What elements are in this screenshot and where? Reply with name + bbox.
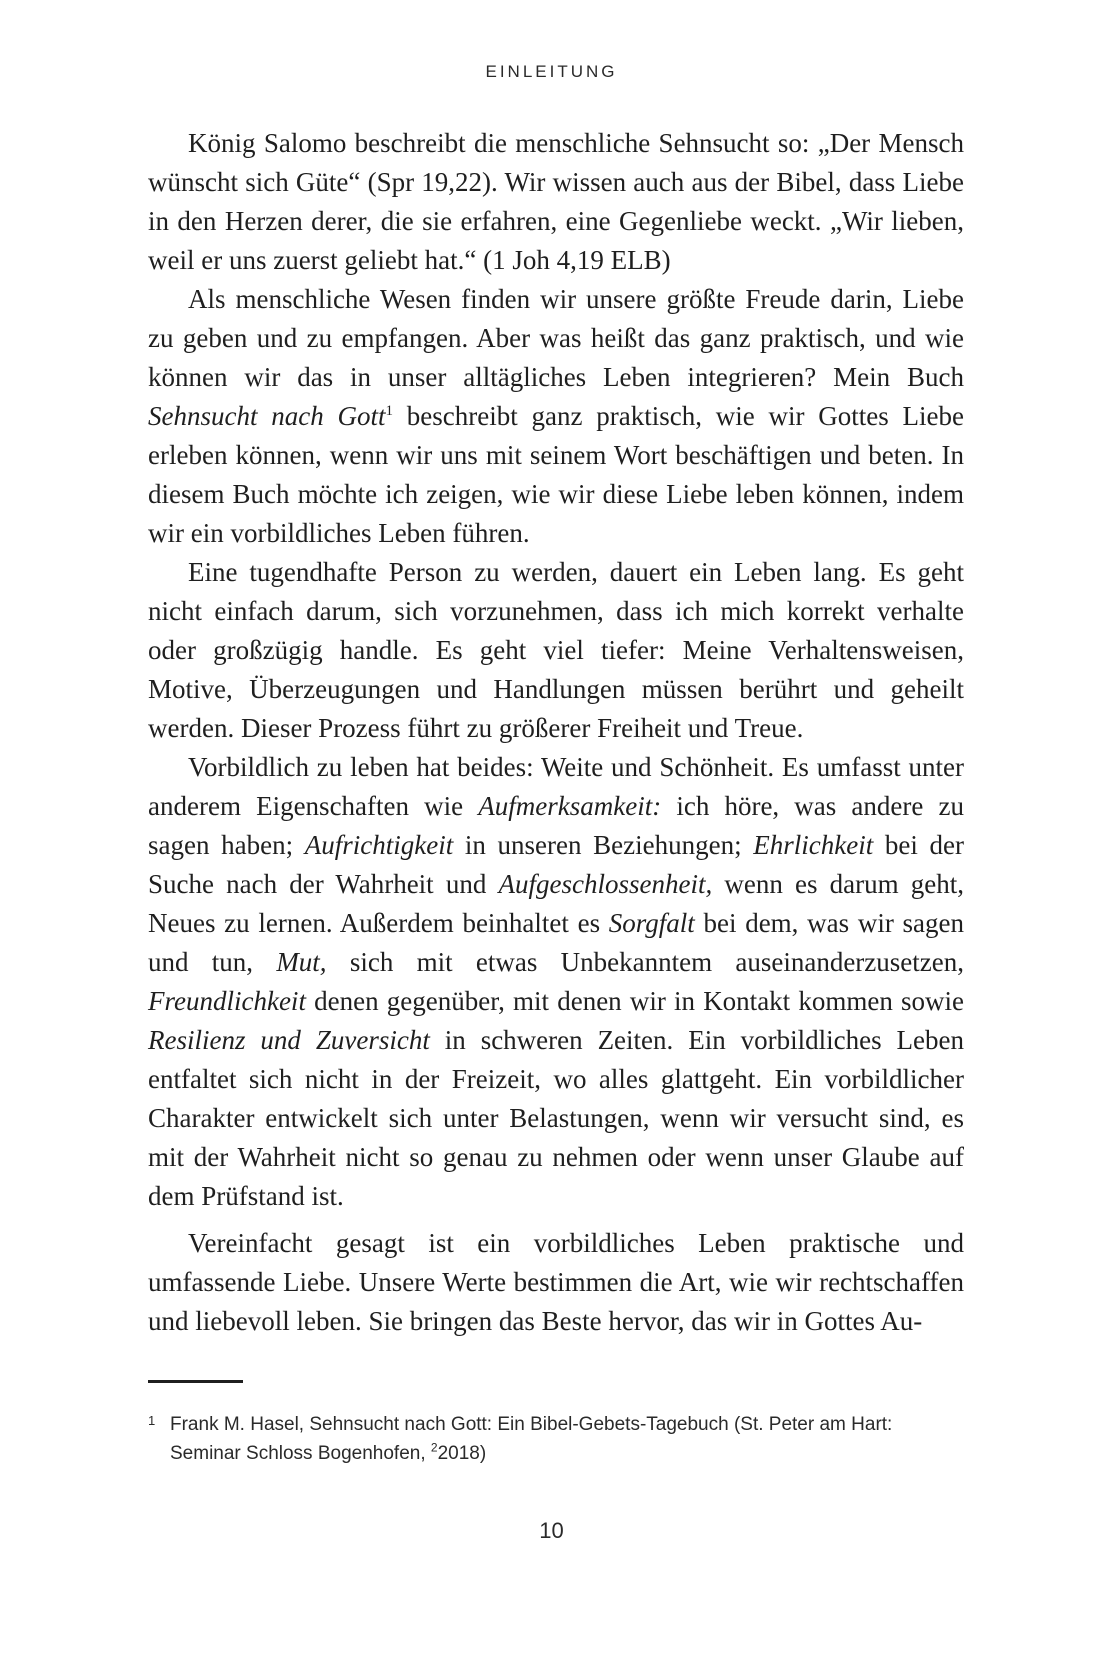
footnote — [148, 1410, 964, 1468]
paragraph-3-text: Eine tugendhafte Person zu werden, dauert ein Leben lang. Es geht nicht einfach darum, sich vorzunehmen, dass ich mich korrekt verhalte oder großzügig handle. Es geht viel tiefer: Meine Verhaltensweisen, Motive, Überzeugungen und Handlungen müssen berührt und geheilt werden. Dieser Prozess führt zu größerer Freiheit und Treue. — [148, 557, 964, 743]
paragraph-2-text-a: Als menschliche Wesen finden wir unsere größte Freude darin, Liebe zu geben und zu empfangen. Aber was heißt das ganz praktisch, und wie können wir das in unser alltägliches Leben integrieren? Mein Buch — [148, 284, 964, 392]
page-number: 10 — [539, 1518, 564, 1543]
running-head: EINLEITUNG — [485, 62, 618, 81]
body-text — [148, 124, 964, 1341]
paragraph-4-text: bei der Suche nach der Wahrheit und — [148, 830, 964, 899]
paragraph-4-text: in schweren Zeiten. Ein vorbildliches Leben entfaltet sich nicht in der Freizeit, wo alles glattgeht. Ein vorbildlicher Charakter entwickelt sich unter Belastungen, wenn wir versucht sind, es mit der Wahrheit nicht so genau zu nehmen oder wenn unser Glaube auf dem Prüfstand ist. — [148, 1025, 964, 1211]
paragraph-4-text: bei dem, was wir sagen und tun, — [148, 908, 964, 977]
italic-term: Ehrlichkeit — [753, 830, 874, 860]
footnote-text-b: 2018) — [437, 1443, 487, 1464]
italic-term: Aufgeschlossenheit, — [498, 869, 713, 899]
footnote-number: 1 — [148, 1413, 156, 1428]
paragraph-1 — [148, 124, 964, 280]
paragraph-4-text: sich mit etwas Unbekanntem auseinanderzusetzen, — [326, 947, 964, 977]
paragraph-5 — [148, 1224, 964, 1341]
italic-term: Aufmerksamkeit: — [478, 791, 662, 821]
paragraph-5-text: Vereinfacht gesagt ist ein vorbildliches Leben praktische und umfassende Liebe. Unsere Werte bestimmen die Art, wie wir rechtschaffen und liebevoll leben. Sie bringen das Beste hervor, das wir in Gottes Au- — [148, 1228, 964, 1336]
paragraph-3 — [148, 553, 964, 748]
paragraph-4-text: Vorbildlich zu leben hat beides: Weite und Schönheit. Es umfasst unter anderem Eigenschaften wie — [148, 752, 964, 821]
paragraph-4 — [148, 748, 964, 1216]
paragraph-1-text: König Salomo beschreibt die menschliche Sehnsucht so: „Der Mensch wünscht sich Güte“ (Spr 19,22). Wir wissen auch aus der Bibel, dass Liebe in den Herzen derer, die sie erfahren, eine Gegenliebe weckt. „Wir lieben, weil er uns zuerst geliebt hat.“ (1 Joh 4,19 ELB) — [148, 128, 964, 275]
footnote-reference: 1 — [385, 403, 394, 419]
italic-term: Resilienz und Zuversicht — [148, 1025, 430, 1055]
paragraph-4-text: in unseren Beziehungen; — [453, 830, 754, 860]
italic-term: Sorgfalt — [608, 908, 695, 938]
italic-term: Mut, — [276, 947, 327, 977]
paragraph-4-text: denen gegenüber, mit denen wir in Kontakt kommen sowie — [305, 986, 964, 1016]
italic-term: Freundlichkeit — [148, 986, 306, 1016]
paragraph-2 — [148, 280, 964, 553]
footnote-divider — [148, 1380, 243, 1383]
book-title-italic: Sehnsucht nach Gott — [148, 401, 386, 431]
italic-term: Aufrichtigkeit — [304, 830, 454, 860]
footnote-text — [170, 1410, 964, 1468]
paragraph-4-text: ich höre, was andere zu sagen haben; — [148, 791, 964, 860]
footnote-edition: 2 — [430, 1440, 438, 1455]
paragraph-4-text: wenn es darum geht, Neues zu lernen. Außerdem beinhaltet es — [148, 869, 964, 938]
footnote-text-a: Frank M. Hasel, Sehnsucht nach Gott: Ein Bibel-Gebets-Tagebuch (St. Peter am Hart: Seminar Schloss Bogenhofen, — [170, 1414, 893, 1464]
paragraph-2-text-b: beschreibt ganz praktisch, wie wir Gottes Liebe erleben können, wenn wir uns mit seinem Wort beschäftigen und beten. In diesem Buch möchte ich zeigen, wie wir diese Liebe leben können, indem wir ein vorbildliches Leben führen. — [148, 401, 964, 548]
